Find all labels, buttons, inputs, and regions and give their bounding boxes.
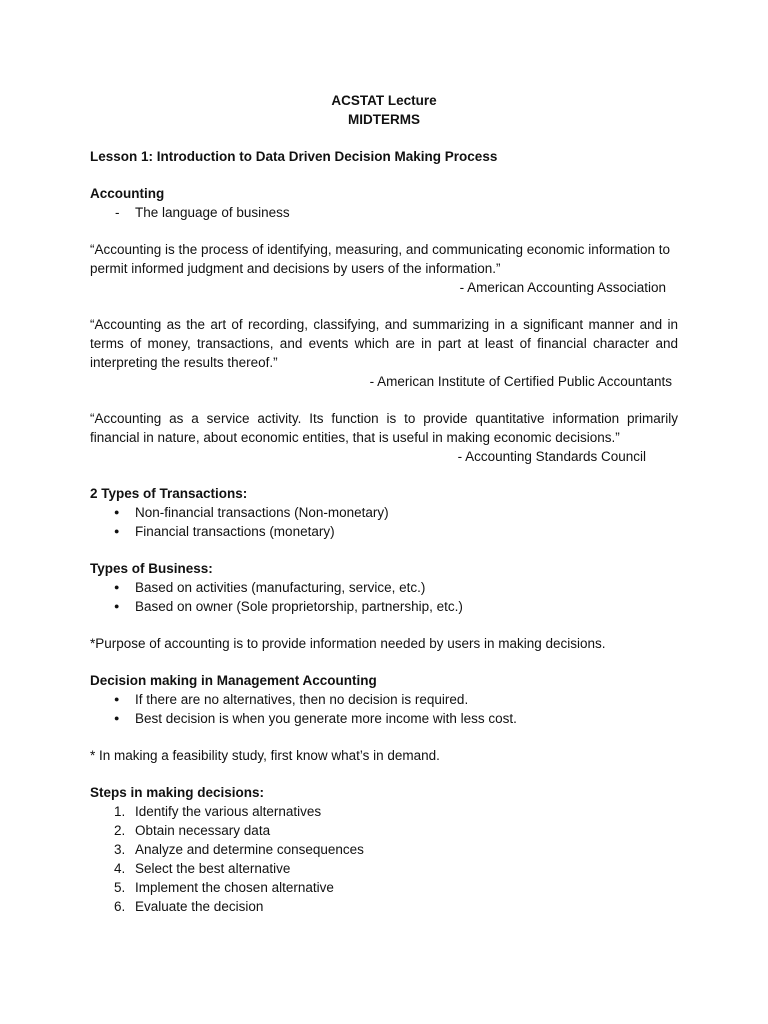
document-subtitle: MIDTERMS	[348, 112, 420, 127]
steps-heading: Steps in making decisions:	[90, 785, 265, 800]
lesson-heading: Lesson 1: Introduction to Data Driven Decision Making Process	[90, 149, 498, 164]
step-text: Implement the chosen alternative	[135, 880, 334, 895]
decision-list	[90, 690, 678, 728]
list-item: ● Financial transactions (monetary)	[90, 522, 678, 541]
list-item	[90, 840, 678, 859]
list-item: ● Non-financial transactions (Non-monetary)	[90, 503, 678, 522]
document-page	[90, 91, 678, 916]
list-item: ● Based on activities (manufacturing, service, etc.)	[90, 578, 678, 597]
transactions-list	[90, 503, 678, 541]
list-item	[90, 878, 678, 897]
step-number: 5.	[114, 880, 126, 895]
list-item: ● If there are no alternatives, then no decision is required.	[90, 690, 678, 709]
step-number: 3.	[114, 842, 126, 857]
decision-heading: Decision making in Management Accounting	[90, 673, 377, 688]
step-text: Evaluate the decision	[135, 899, 264, 914]
transactions-heading: 2 Types of Transactions:	[90, 486, 248, 501]
step-text: Select the best alternative	[135, 861, 291, 876]
list-item: ● Based on owner (Sole proprietorship, partnership, etc.)	[90, 597, 678, 616]
quote-asc-source: - Accounting Standards Council	[457, 449, 646, 464]
purpose-note: *Purpose of accounting is to provide information needed by users in making decisions.	[90, 636, 606, 651]
business-heading: Types of Business:	[90, 561, 213, 576]
accounting-heading: Accounting	[90, 186, 165, 201]
quote-asc: “Accounting as a service activity. Its function is to provide quantitative information primarily financial in nature, about economic entities, that is useful in making economic decisions.”	[90, 411, 678, 445]
business-list	[90, 578, 678, 616]
list-item	[90, 897, 678, 916]
steps-list	[90, 802, 678, 916]
list-item	[90, 821, 678, 840]
feasibility-note: * In making a feasibility study, first know what’s in demand.	[90, 748, 440, 763]
list-item	[90, 859, 678, 878]
accounting-list	[90, 203, 678, 222]
quote-aicpa: “Accounting as the art of recording, classifying, and summarizing in a significant manner and in terms of money, transactions, and events which are in part at least of financial character and interpreting the results thereof.”	[90, 317, 678, 370]
list-item: ● Best decision is when you generate more income with less cost.	[90, 709, 678, 728]
step-text: Identify the various alternatives	[135, 804, 322, 819]
quote-aaa: “Accounting is the process of identifying, measuring, and communicating economic information to permit informed judgment and decisions by users of the information.”	[90, 242, 671, 276]
step-number: 4.	[114, 861, 126, 876]
list-item	[90, 802, 678, 821]
document-title: ACSTAT Lecture	[331, 93, 437, 108]
quote-aaa-source: - American Accounting Association	[459, 280, 666, 295]
quote-aicpa-source: - American Institute of Certified Public Accountants	[369, 374, 672, 389]
step-text: Obtain necessary data	[135, 823, 271, 838]
step-number: 2.	[114, 823, 126, 838]
step-number: 1.	[114, 804, 126, 819]
list-item: - The language of business	[90, 203, 678, 222]
step-number: 6.	[114, 899, 126, 914]
step-text: Analyze and determine consequences	[135, 842, 364, 857]
